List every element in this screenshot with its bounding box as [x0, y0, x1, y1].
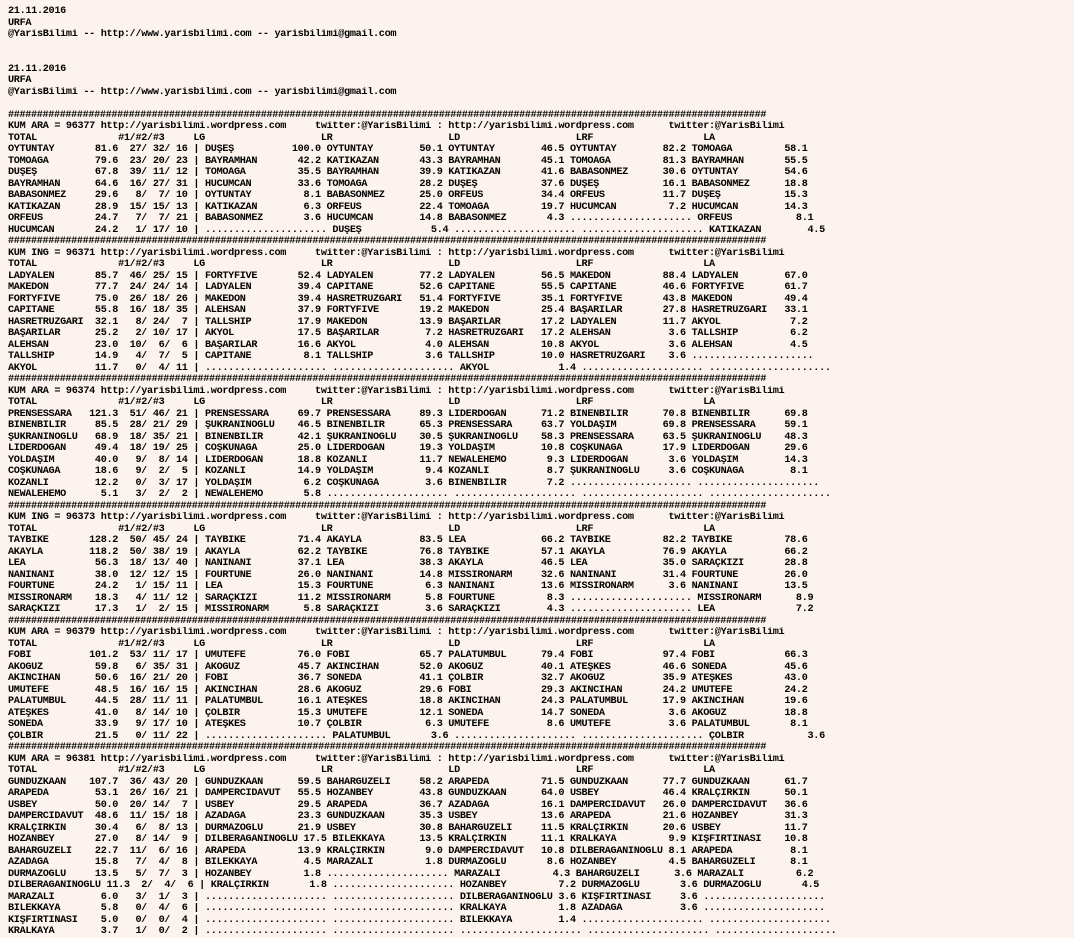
separator-line: #################################################################################################################################### — [8, 742, 767, 753]
column-header-line: TOTAL #1/#2/#3 LG LR LD LRF LA — [8, 132, 715, 144]
result-row: AZADAĞA 15.8 7/ 4/ 8 | BİLEKKAYA 4.5 MARAZALİ 1.8 DURMAZOĞLU 8.6 HOZANBEY 4.5 BAHARGÜZELİ 8.1 — [8, 857, 808, 868]
report-contact: @YarisBilimi -- http://www.yarisbilimi.com -- yarisbilimi@gmail.com — [8, 29, 397, 40]
blank-line — [8, 52, 1074, 64]
result-row: DİLBERAGANINOĞLU 11.3 2/ 4/ 6 | KRALÇİRKİN 1.8 ..................... HOZANBEY 7.2 DURMAZOĞLU 3.6 DURMAZOĞLU 4.5 — [8, 880, 820, 891]
result-row: PRENSESSARA 121.3 51/ 46/ 21 | PRENSESSARA 69.7 PRENSESSARA 89.3 LIDERDOĞAN 71.2 BİNENBİLİR 70.8 BİNENBİLİR 69.8 — [8, 408, 808, 420]
race-title-line: KUM ARA = 96381 http://yarisbilimi.wordpress.com twitter:@YarisBilimi : http://yarisbilimi.wordpress.com twitter:@YarisBilimi — [8, 753, 785, 765]
result-row: LİDERDOĞAN 49.4 18/ 19/ 25 | COŞKUNAĞA 25.0 LİDERDOĞAN 19.3 YOLDAŞIM 10.8 COŞKUNAĞA 17.9 LİDERDOĞAN 29.6 — [8, 443, 808, 454]
result-row: BABASONMEZ 29.6 8/ 7/ 10 | OYTUNTAY 8.1 BABASONMEZ 25.0 ORFEUS 34.4 ORFEUS 11.7 DUŞEŞ 15.3 — [8, 190, 808, 201]
result-row: MARAZALİ 6.0 3/ 1/ 3 | ..................... ..................... DİLBERAGANINOĞLU 3.6 KIŞFIRTINASI 3.6 ..................... — [8, 891, 825, 903]
result-row: LADYALEN 85.7 46/ 25/ 15 | FORTYFIVE 52.4 LADYALEN 77.2 LADYALEN 56.5 MAKEDON 88.4 LADYALEN 67.0 — [8, 270, 808, 282]
race-title-line: KUM ING = 96373 http://yarisbilimi.wordpress.com twitter:@YarisBilimi : http://yarisbilimi.wordpress.com twitter:@YarisBilimi — [8, 512, 785, 523]
result-row: DAMPERCİDAVUT 48.6 11/ 15/ 18 | AZADAĞA 23.3 GUNDUZKAAN 35.3 USBEY 13.6 ARAPEDA 21.6 HOZANBEY 31.3 — [8, 811, 808, 822]
result-row: MAKEDON 77.7 24/ 24/ 14 | LADYALEN 39.4 CAPITANE 52.6 CAPITANE 55.5 CAPITANE 46.6 FORTYFIVE 61.7 — [8, 282, 808, 293]
result-row: KOZANLI 12.2 0/ 3/ 17 | YOLDAŞIM 6.2 COŞKUNAĞA 3.6 BİNENBİLİR 7.2 ..................... ..................... — [8, 477, 820, 489]
result-row: PALATUMBUL 44.5 28/ 11/ 11 | PALATUMBUL 16.1 ATEŞKES 18.8 AKINCIHAN 24.3 PALATUMBUL 17.9 AKINCIHAN 19.6 — [8, 696, 808, 707]
result-row: FOURTUNE 24.2 1/ 15/ 11 | LEA 15.3 FOURTUNE 6.3 NANİNANİ 13.6 MISSIRONARM 3.6 NANİNANİ 13.5 — [8, 581, 808, 592]
blank-line — [8, 41, 1074, 53]
result-row: HUCUMCAN 24.2 1/ 17/ 10 | ..................... DUŞEŞ 5.4 ..................... ..................... KATIKAZAN 4.5 — [8, 224, 825, 236]
result-row: ÇOLBİR 21.5 0/ 11/ 22 | ..................... PALATUMBUL 3.6 ..................... ..................... ÇOLBİR 3.6 — [8, 730, 825, 742]
result-row: KIŞFIRTINASI 5.0 0/ 0/ 4 | ..................... ..................... BİLEKKAYA 1.4 ..................... ..................... — [8, 914, 831, 926]
result-row: ARAPEDA 53.1 26/ 16/ 21 | DAMPERCİDAVUT 55.5 HOZANBEY 43.8 GUNDUZKAAN 64.0 USBEY 46.4 KRALÇİRKİN 50.1 — [8, 788, 808, 799]
race-sections — [8, 110, 1074, 938]
result-row: BAHARGÜZELİ 22.7 11/ 6/ 16 | ARAPEDA 13.9 KRALÇİRKİN 9.0 DAMPERCİDAVUT 10.8 DİLBERAGANINOĞLU 8.1 ARAPEDA 8.1 — [8, 845, 808, 857]
blank-line — [8, 98, 1074, 110]
result-row: BİNENBİLİR 85.5 28/ 21/ 29 | ŞUKRANINOGLU 46.5 BİNENBİLİR 65.3 PRENSESSARA 63.7 YOLDAŞIM 69.8 PRENSESSARA 59.1 — [8, 420, 808, 431]
report-city: URFA — [8, 17, 32, 29]
separator-line: #################################################################################################################################### — [8, 374, 767, 385]
result-row: AKAYLA 118.2 50/ 38/ 19 | AKAYLA 62.2 TAYBİKE 76.8 TAYBİKE 57.1 AKAYLA 76.9 AKAYLA 66.2 — [8, 546, 808, 558]
report-contact-repeat: @YarisBilimi -- http://www.yarisbilimi.com -- yarisbilimi@gmail.com — [8, 86, 397, 98]
result-row: BAŞARILAR 25.2 2/ 10/ 17 | AKYOL 17.5 BAŞARILAR 7.2 HASRETRUZGARI 17.2 ALEHSAN 3.6 TALLSHIP 6.2 — [8, 328, 808, 339]
result-row: GUNDUZKAAN 107.7 36/ 43/ 20 | GUNDUZKAAN 59.5 BAHARGÜZELİ 58.2 ARAPEDA 71.5 GUNDUZKAAN 77.7 GUNDUZKAAN 61.7 — [8, 776, 808, 788]
race-title-line: KUM ING = 96371 http://yarisbilimi.wordpress.com twitter:@YarisBilimi : http://yarisbilimi.wordpress.com twitter:@YarisBilimi — [8, 247, 785, 259]
result-row: UMUTEFE 48.5 16/ 16/ 15 | AKINCIHAN 28.6 AKOĞUZ 29.6 FOBİ 29.3 AKINCIHAN 24.2 UMUTEFE 24.2 — [8, 684, 808, 696]
result-row: USBEY 50.0 20/ 14/ 7 | USBEY 29.5 ARAPEDA 36.7 AZADAĞA 16.1 DAMPERCİDAVUT 26.0 DAMPERCİDAVUT 36.6 — [8, 799, 808, 811]
race-section — [8, 501, 1074, 616]
result-row: BAYRAMHAN 64.6 16/ 27/ 31 | HUCUMCAN 33.6 TOMOAĞA 28.2 DUŞEŞ 37.6 DUŞEŞ 16.1 BABASONMEZ 18.8 — [8, 178, 808, 190]
report-date: 21.11.2016 — [8, 6, 66, 17]
column-header-line: TOTAL #1/#2/#3 LG LR LD LRF LA — [8, 638, 715, 650]
result-row: LEA 56.3 18/ 13/ 40 | NANİNANİ 37.1 LEA 38.3 AKAYLA 46.5 LEA 35.0 SARAÇKIZI 28.8 — [8, 558, 808, 569]
race-title-line: KUM ARA = 96377 http://yarisbilimi.wordpress.com twitter:@YarisBilimi : http://yarisbilimi.wordpress.com twitter:@YarisBilimi — [8, 121, 785, 132]
separator-line: #################################################################################################################################### — [8, 236, 767, 247]
column-header-line: TOTAL #1/#2/#3 LG LR LD LRF LA — [8, 523, 715, 535]
result-row: ALEHSAN 23.0 10/ 6/ 6 | BAŞARILAR 16.6 AKYOL 4.0 ALEHSAN 10.8 AKYOL 3.6 ALEHSAN 4.5 — [8, 339, 808, 351]
result-row: AKINCIHAN 50.6 16/ 21/ 20 | FOBİ 36.7 SONEDA 41.1 ÇOLBİR 32.7 AKOĞUZ 35.9 ATEŞKES 43.0 — [8, 673, 808, 684]
result-row: DURMAZOĞLU 13.5 5/ 7/ 3 | HOZANBEY 1.8 ..................... MARAZALİ 4.3 BAHARGÜZELİ 3.6 MARAZALİ 6.2 — [8, 868, 814, 880]
race-title-line: KUM ARA = 96379 http://yarisbilimi.wordpress.com twitter:@YarisBilimi : http://yarisbilimi.wordpress.com twitter:@YarisBilimi — [8, 627, 785, 638]
result-row: TAYBİKE 128.2 50/ 45/ 24 | TAYBİKE 71.4 AKAYLA 83.5 LEA 66.2 TAYBİKE 82.2 TAYBİKE 78.6 — [8, 535, 808, 546]
report-city-repeat: URFA — [8, 75, 32, 86]
result-row: HASRETRUZGARI 32.1 8/ 24/ 7 | TALLSHIP 17.9 MAKEDON 13.9 BAŞARILAR 17.2 LADYALEN 11.7 AKYOL 7.2 — [8, 316, 808, 328]
result-row: NANİNANİ 38.0 12/ 12/ 15 | FOURTUNE 26.0 NANİNANİ 14.8 MISSIRONARM 32.6 NANİNANİ 31.4 FOURTUNE 26.0 — [8, 569, 808, 581]
result-row: FOBİ 101.2 53/ 11/ 17 | UMUTEFE 76.0 FOBİ 65.7 PALATUMBUL 79.4 FOBİ 97.4 FOBİ 66.3 — [8, 650, 808, 661]
result-row: BİLEKKAYA 5.8 0/ 4/ 6 | ..................... ..................... KRALKAYA 1.8 AZADAĞA 3.6 ..................... — [8, 903, 825, 914]
separator-line: #################################################################################################################################### — [8, 109, 767, 121]
race-section — [8, 374, 1074, 501]
result-row: ŞUKRANINOGLU 68.9 18/ 35/ 21 | BİNENBİLİR 42.1 ŞUKRANINOGLU 30.5 ŞUKRANINOGLU 58.3 PRENSESSARA 63.5 ŞUKRANINOGLU 48.3 — [8, 431, 808, 443]
result-row: HOZANBEY 27.0 8/ 14/ 9 | DİLBERAGANINOĞLU 17.5 BİLEKKAYA 13.5 KRALÇİRKİN 11.1 KRALKAYA 9.9 KIŞFIRTINASI 10.8 — [8, 834, 808, 845]
result-row: AKYOL 11.7 0/ 4/ 11 | ..................... ..................... AKYOL 1.4 ..................... ..................... — [8, 362, 831, 374]
result-row: DUŞEŞ 67.8 39/ 11/ 12 | TOMOAĞA 35.5 BAYRAMHAN 39.9 KATIKAZAN 41.6 BABASONMEZ 30.6 OYTUNTAY 54.6 — [8, 167, 808, 178]
result-row: COŞKUNAĞA 18.6 9/ 2/ 5 | KOZANLI 14.9 YOLDAŞIM 9.4 KOZANLI 8.7 ŞUKRANINOGLU 3.6 COŞKUNAĞA 8.1 — [8, 466, 808, 477]
race-section — [8, 616, 1074, 743]
column-header-line: TOTAL #1/#2/#3 LG LR LD LRF LA — [8, 397, 715, 408]
result-row: MISSIRONARM 18.3 4/ 11/ 12 | SARAÇKIZI 11.2 MISSIRONARM 5.8 FOURTUNE 8.3 ..................... MISSIRONARM 8.9 — [8, 592, 814, 604]
result-row: TALLSHIP 14.9 4/ 7/ 5 | CAPITANE 8.1 TALLSHIP 3.6 TALLSHIP 10.0 HASRETRUZGARI 3.6 ..................... — [8, 351, 814, 362]
result-row: YOLDAŞIM 40.0 9/ 8/ 14 | LİDERDOĞAN 18.8 KOZANLI 11.7 NEWALEHEMO 9.3 LİDERDOĞAN 3.6 YOLDAŞIM 14.3 — [8, 454, 808, 466]
column-header-line: TOTAL #1/#2/#3 LG LR LD LRF LA — [8, 259, 715, 270]
separator-line: #################################################################################################################################### — [8, 500, 767, 512]
result-row: ATEŞKES 41.0 8/ 14/ 10 | ÇOLBİR 15.3 UMUTEFE 12.1 SONEDA 14.7 SONEDA 3.6 AKOĞUZ 18.8 — [8, 707, 808, 719]
result-row: SARAÇKIZI 17.3 1/ 2/ 15 | MISSIRONARM 5.8 SARAÇKIZI 3.6 SARAÇKIZI 4.3 ..................... LEA 7.2 — [8, 604, 814, 615]
result-row: TOMOAĞA 79.6 23/ 20/ 23 | BAYRAMHAN 42.2 KATIKAZAN 43.3 BAYRAMHAN 45.1 TOMOAĞA 81.3 BAYRAMHAN 55.5 — [8, 155, 808, 167]
result-row: SONEDA 33.9 9/ 17/ 10 | ATEŞKES 10.7 ÇOLBİR 6.3 UMUTEFE 8.6 UMUTEFE 3.6 PALATUMBUL 8.1 — [8, 719, 808, 730]
race-section — [8, 742, 1074, 938]
race-title-line: KUM ARA = 96374 http://yarisbilimi.wordpress.com twitter:@YarisBilimi : http://yarisbilimi.wordpress.com twitter:@YarisBilimi — [8, 385, 785, 397]
result-row: NEWALEHEMO 5.1 3/ 2/ 2 | NEWALEHEMO 5.8 ..................... ..................... ..................... ..................... — [8, 489, 831, 500]
result-row: CAPITANE 55.8 16/ 18/ 35 | ALEHSAN 37.9 FORTYFIVE 19.2 MAKEDON 25.4 BAŞARILAR 27.8 HASRETRUZGARI 33.1 — [8, 305, 808, 316]
result-row: FORTYFIVE 75.0 26/ 18/ 26 | MAKEDON 39.4 HASRETRUZGARI 51.4 FORTYFIVE 35.1 FORTYFIVE 43.8 MAKEDON 49.4 — [8, 293, 808, 305]
result-row: KATIKAZAN 28.9 15/ 15/ 13 | KATIKAZAN 6.3 ORFEUS 22.4 TOMOAĞA 19.7 HUCUMCAN 7.2 HUCUMCAN 14.3 — [8, 201, 808, 213]
race-section — [8, 110, 1074, 237]
race-section — [8, 236, 1074, 374]
result-row: ORFEUS 24.7 7/ 7/ 21 | BABASONMEZ 3.6 HUCUMCAN 14.8 BABASONMEZ 4.3 ..................... ORFEUS 8.1 — [8, 213, 814, 224]
result-row: KRALKAYA 3.7 1/ 0/ 2 | ..................... ..................... ..................... ..................... ..................... — [8, 926, 837, 937]
result-row: OYTUNTAY 81.6 27/ 32/ 16 | DUŞEŞ 100.0 OYTUNTAY 50.1 OYTUNTAY 46.5 OYTUNTAY 82.2 TOMOAĞA 58.1 — [8, 144, 808, 155]
separator-line: #################################################################################################################################### — [8, 615, 767, 627]
result-row: KRALÇİRKİN 30.4 6/ 8/ 13 | DURMAZOĞLU 21.9 USBEY 30.8 BAHARGÜZELİ 11.5 KRALÇİRKİN 20.6 USBEY 11.7 — [8, 822, 808, 834]
result-row: AKOĞUZ 59.8 6/ 35/ 31 | AKOĞUZ 45.7 AKINCIHAN 52.0 AKOĞUZ 40.1 ATEŞKES 46.6 SONEDA 45.6 — [8, 661, 808, 673]
column-header-line: TOTAL #1/#2/#3 LG LR LD LRF LA — [8, 765, 715, 776]
report-date-repeat: 21.11.2016 — [8, 63, 66, 75]
race-report-document — [8, 6, 1074, 938]
